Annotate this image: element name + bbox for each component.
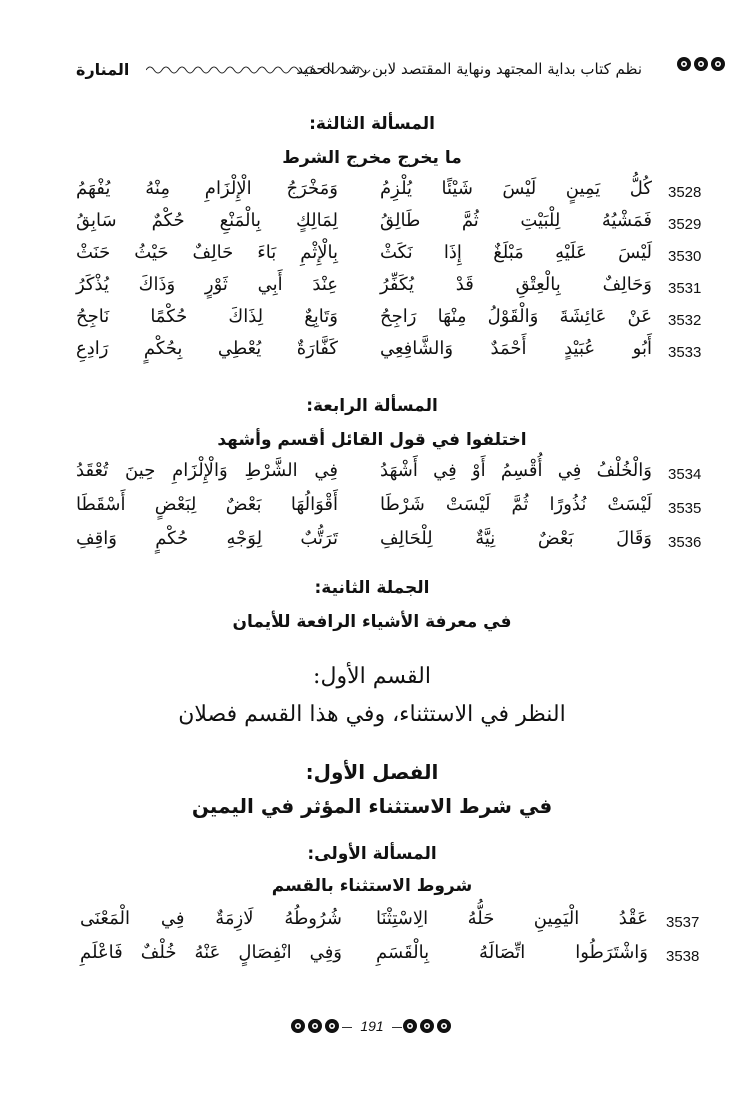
flower-ornament-icon <box>710 56 726 72</box>
verse-first-hemistich: وَالْخُلْفُ فِي أُقْسِمُ أَوْ فِي أَشْهَدُ <box>380 460 652 481</box>
verse-line <box>0 460 744 490</box>
verse-number: 3535 <box>668 500 702 517</box>
verse-second-hemistich: شُرُوطُهُ لَازِمَةٌ فِي الْمَعْنَى <box>80 908 342 929</box>
verse-number: 3533 <box>668 344 702 361</box>
flower-ornament-icon <box>436 1018 452 1034</box>
verse-first-hemistich: فَمَشْيُهُ لِلْبَيْتِ ثُمَّ طَالِقُ <box>380 210 652 231</box>
verse-number: 3528 <box>668 184 702 201</box>
section-label-issue1: المسألة الأولى: <box>307 844 437 864</box>
footer-dash-right <box>392 1027 402 1028</box>
verse-second-hemistich: وَتَابِعٌ لِذَاكَ حُكْمًا نَاجِحُ <box>76 306 338 327</box>
section-title-issue4: اختلفوا في قول القائل أقسم وأشهد <box>217 430 527 450</box>
verse-line <box>0 528 744 558</box>
verse-second-hemistich: كَفَّارَةٌ يُعْطِي بِحُكْمٍ رَادِعِ <box>76 338 338 359</box>
running-header <box>64 56 704 90</box>
section-label-part1: القسم الأول: <box>313 664 431 689</box>
verse-line <box>0 942 744 972</box>
verse-number: 3536 <box>668 534 702 551</box>
section-label-chapter1: الفصل الأول: <box>305 760 439 784</box>
footer-ornament-right <box>402 1018 452 1034</box>
page-footer <box>0 1016 744 1040</box>
verse-first-hemistich: عَقْدُ الْيَمِينِ حَلُّهُ الِاسْتِثْنَا <box>376 908 648 929</box>
verse-number: 3537 <box>666 914 700 931</box>
flower-ornament-icon <box>419 1018 435 1034</box>
page-number: 191 <box>360 1018 384 1034</box>
verse-line <box>0 242 744 272</box>
verse-first-hemistich: أَبُو عُبَيْدٍ أَحْمَدٌ وَالشَّافِعِي <box>380 338 652 359</box>
flower-ornament-icon <box>307 1018 323 1034</box>
footer-ornament-left <box>290 1018 340 1034</box>
section-label-issue4: المسألة الرابعة: <box>306 396 438 416</box>
verse-line <box>0 274 744 304</box>
flower-ornament-icon <box>402 1018 418 1034</box>
verse-second-hemistich: فِي الشَّرْطِ وَالْإِلْزَامِ حِينَ تُعْقَدُ <box>76 460 338 481</box>
verse-line <box>0 210 744 240</box>
section-title-group2: في معرفة الأشياء الرافعة للأيمان <box>232 612 512 632</box>
verse-first-hemistich: وَاشْتَرَطُوا اتِّصَالَهُ بِالْقَسَمِ <box>376 942 648 963</box>
verse-number: 3529 <box>668 216 702 233</box>
verse-first-hemistich: لَيْسَ عَلَيْهِ مَبْلَغٌ إِذَا نَكَثْ <box>380 242 652 263</box>
verse-first-hemistich: عَنْ عَائِشَةَ وَالْقَوْلُ مِنْهَا رَاجِحُ <box>380 306 652 327</box>
verse-first-hemistich: كُلُّ يَمِينٍ لَيْسَ شَيْئًا يُلْزِمُ <box>380 178 652 199</box>
flower-ornament-icon <box>676 56 692 72</box>
verse-first-hemistich: وَحَالِفٌ بِالْعِتْقِ قَدْ يُكَفِّرُ <box>380 274 652 295</box>
header-ornament <box>676 56 726 72</box>
section-title-issue3: ما يخرج مخرج الشرط <box>282 148 462 168</box>
verse-number: 3531 <box>668 280 702 297</box>
verse-line <box>0 908 744 938</box>
flower-ornament-icon <box>290 1018 306 1034</box>
verse-second-hemistich: أَقْوَالُهَا بَعْضٌ لِبَعْضٍ أَسْقَطَا <box>76 494 338 515</box>
verse-second-hemistich: وَمَخْرَجُ الْإِلْزَامِ مِنْهُ يُفْهَمُ <box>76 178 338 199</box>
verse-number: 3534 <box>668 466 702 483</box>
verse-second-hemistich: بِالْإِثْمِ بَاءَ حَالِفٌ حَيْثُ حَنَثْ <box>76 242 338 263</box>
verse-line <box>0 338 744 368</box>
section-label-issue3: المسألة الثالثة: <box>309 114 435 134</box>
verse-first-hemistich: وَقَالَ بَعْضٌ نِيَّةٌ لِلْحَالِفِ <box>380 528 652 549</box>
verse-second-hemistich: عِنْدَ أَبِي ثَوْرٍ وَذَاكَ يُذْكَرُ <box>76 274 338 295</box>
publisher-brand: المنارة <box>76 60 130 79</box>
section-title-part1: النظر في الاستثناء، وفي هذا القسم فصلان <box>178 702 566 727</box>
verse-number: 3532 <box>668 312 702 329</box>
verse-first-hemistich: لَيْسَتْ نُذُورًا ثُمَّ لَيْسَتْ شَرْطَا <box>380 494 652 515</box>
verse-line <box>0 306 744 336</box>
section-title-chapter1: في شرط الاستثناء المؤثر في اليمين <box>191 794 553 818</box>
verse-second-hemistich: لِمَالِكٍ بِالْمَنْعِ حُكْمٌ سَابِقُ <box>76 210 338 231</box>
flower-ornament-icon <box>324 1018 340 1034</box>
verse-number: 3538 <box>666 948 700 965</box>
verse-number: 3530 <box>668 248 702 265</box>
section-label-group2: الجملة الثانية: <box>314 578 430 598</box>
book-title: نظم كتاب بداية المجتهد ونهاية المقتصد لابن رشد الحفيد <box>296 60 642 78</box>
verse-second-hemistich: تَرَتُّبٌ لِوَجْهِ حُكْمٍ وَاقِفِ <box>76 528 338 549</box>
flower-ornament-icon <box>693 56 709 72</box>
section-title-issue1: شروط الاستثناء بالقسم <box>271 876 473 896</box>
verse-line <box>0 178 744 208</box>
verse-second-hemistich: وَفِي انْفِصَالٍ عَنْهُ خُلْفٌ فَاعْلَمِ <box>80 942 342 963</box>
verse-line <box>0 494 744 524</box>
